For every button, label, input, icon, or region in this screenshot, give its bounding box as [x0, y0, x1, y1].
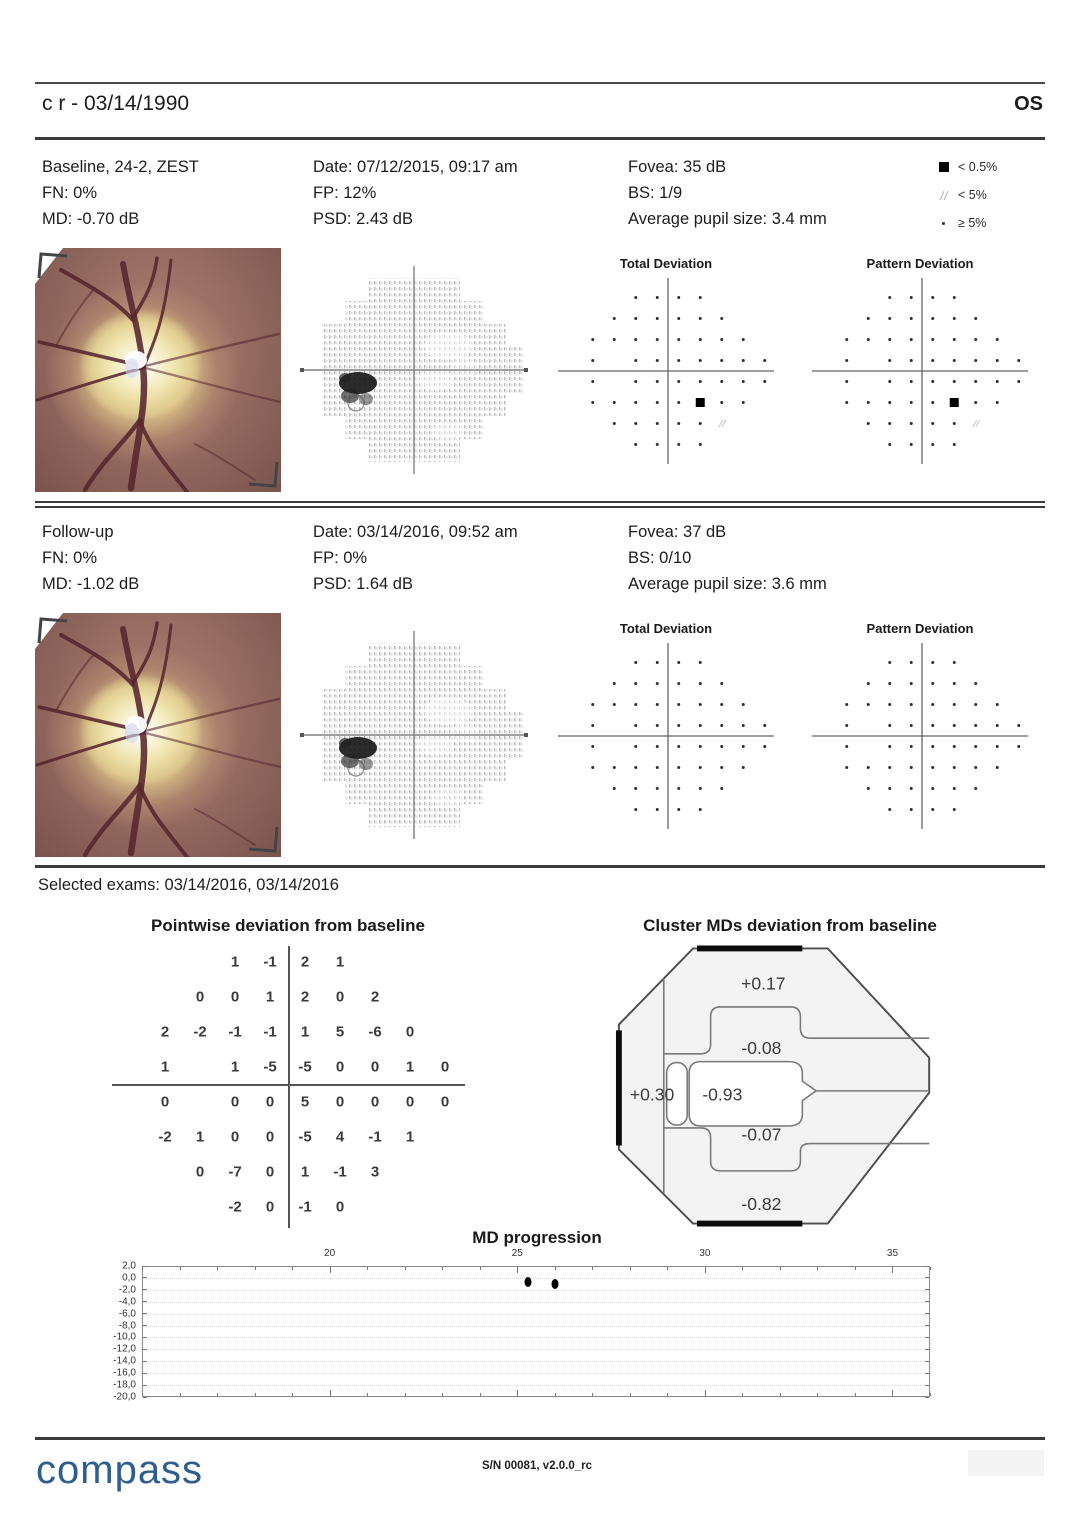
- pointwise-value: 0: [265, 1093, 275, 1111]
- pointwise-value: -1: [228, 1023, 242, 1041]
- pointwise-value: 0: [265, 1198, 275, 1216]
- pointwise-value: 0: [195, 988, 205, 1006]
- pointwise-value: 5: [300, 1093, 310, 1111]
- pointwise-value: -2: [228, 1198, 242, 1216]
- x-tick: [705, 1390, 706, 1396]
- pointwise-value: -1: [263, 953, 277, 971]
- pointwise-grid: [112, 944, 465, 1228]
- followup-fp: FP: 0%: [313, 549, 368, 567]
- y-axis-tick-label: -6,0: [118, 1308, 136, 1320]
- x-tick: [892, 1267, 893, 1273]
- gridline: [143, 1314, 929, 1315]
- eye-label: OS: [1014, 93, 1043, 115]
- pointwise-value: 0: [440, 1058, 450, 1076]
- pointwise-value: 0: [405, 1093, 415, 1111]
- fundus-vessels: [35, 613, 281, 857]
- serial-version-text: S/N 00081, v2.0.0_rc: [482, 1460, 592, 1472]
- pointwise-value: 0: [195, 1163, 205, 1181]
- dot-icon: [938, 222, 949, 225]
- pointwise-value: -1: [333, 1163, 347, 1181]
- x-tick: [367, 1393, 368, 1396]
- followup-label: Follow-up: [42, 523, 114, 541]
- pointwise-value: 0: [440, 1093, 450, 1111]
- pointwise-value: 1: [230, 953, 240, 971]
- x-tick: [180, 1267, 181, 1270]
- pointwise-value: 4: [335, 1128, 345, 1146]
- x-axis-tick-label: 35: [886, 1248, 899, 1259]
- x-tick: [930, 1393, 931, 1396]
- y-tick: [925, 1397, 929, 1398]
- compass-logo: compass: [36, 1448, 204, 1492]
- pointwise-value: 2: [300, 953, 310, 971]
- gridline: [143, 1302, 929, 1303]
- x-tick: [255, 1267, 256, 1270]
- grayscale-field-followup: [298, 615, 530, 848]
- y-tick: [925, 1325, 929, 1326]
- x-tick: [742, 1393, 743, 1396]
- y-tick: [925, 1385, 929, 1386]
- pointwise-value: 0: [370, 1058, 380, 1076]
- legend-label: < 5%: [958, 188, 987, 202]
- x-axis-tick-label: 25: [511, 1248, 523, 1259]
- fundus-vessels: [35, 248, 281, 492]
- y-tick: [143, 1337, 147, 1338]
- y-axis-tick-label: -18,0: [113, 1379, 136, 1391]
- x-tick: [817, 1267, 818, 1270]
- pointwise-value: 0: [160, 1093, 170, 1111]
- baseline-total-deviation-plot: [556, 272, 776, 470]
- pointwise-value: 2: [300, 988, 310, 1006]
- pointwise-value: 0: [265, 1128, 275, 1146]
- pointwise-vertical-axis: [288, 946, 290, 1228]
- x-tick: [217, 1393, 218, 1396]
- pointwise-value: 1: [300, 1163, 310, 1181]
- y-axis-tick-label: -4,0: [118, 1296, 136, 1308]
- pointwise-value: 0: [230, 1128, 240, 1146]
- x-tick: [855, 1393, 856, 1396]
- legend-item-p005: [938, 160, 997, 174]
- pointwise-value: 2: [370, 988, 380, 1006]
- pointwise-value: 1: [405, 1128, 415, 1146]
- x-tick: [780, 1393, 781, 1396]
- grayscale-field-baseline: [298, 250, 530, 483]
- y-tick: [143, 1266, 147, 1267]
- x-tick: [442, 1393, 443, 1396]
- black-square-icon: [938, 162, 949, 172]
- y-axis-tick-label: -20,0: [113, 1391, 136, 1403]
- pointwise-value: 0: [335, 1198, 345, 1216]
- x-tick: [592, 1393, 593, 1396]
- gridline: [143, 1349, 929, 1350]
- gridline: [143, 1385, 929, 1386]
- pointwise-title: Pointwise deviation from baseline: [151, 916, 425, 935]
- pointwise-value: 0: [335, 1058, 345, 1076]
- cluster-value-top: +0.17: [741, 973, 786, 994]
- y-axis-tick-label: -10,0: [113, 1331, 136, 1343]
- y-tick: [925, 1373, 929, 1374]
- pointwise-value: 0: [230, 988, 240, 1006]
- x-tick: [667, 1267, 668, 1270]
- y-tick: [143, 1361, 147, 1362]
- x-tick: [405, 1393, 406, 1396]
- y-tick: [925, 1301, 929, 1302]
- y-axis-tick-label: 2,0: [122, 1260, 136, 1272]
- pointwise-value: -2: [158, 1128, 172, 1146]
- cluster-value-center: -0.93: [702, 1084, 743, 1105]
- x-tick: [330, 1390, 331, 1396]
- pointwise-value: -2: [193, 1023, 207, 1041]
- pointwise-value: 1: [335, 953, 345, 971]
- x-tick: [330, 1267, 331, 1273]
- y-tick: [925, 1337, 929, 1338]
- pointwise-value: 0: [405, 1023, 415, 1041]
- pointwise-value: 1: [265, 988, 275, 1006]
- x-tick: [630, 1393, 631, 1396]
- legend-label: < 0.5%: [958, 160, 998, 174]
- footer-rule: [35, 1437, 1045, 1440]
- section-divider: [35, 506, 1045, 508]
- x-tick: [705, 1267, 706, 1273]
- baseline-md: MD: -0.70 dB: [42, 210, 140, 228]
- legend-label: ≥ 5%: [958, 216, 987, 230]
- followup-pattern-deviation-plot: [810, 637, 1030, 835]
- x-tick: [517, 1390, 518, 1396]
- x-tick: [630, 1267, 631, 1270]
- followup-total-deviation-title: Total Deviation: [619, 621, 713, 636]
- header-top-rule: [35, 82, 1045, 84]
- x-tick: [142, 1267, 143, 1270]
- x-axis-tick-label: 30: [699, 1248, 711, 1259]
- section-divider: [35, 865, 1045, 868]
- x-axis-tick-label: 20: [324, 1248, 336, 1259]
- y-axis-tick-label: -14,0: [113, 1355, 136, 1367]
- x-tick: [780, 1267, 781, 1270]
- pointwise-value: 1: [160, 1058, 170, 1076]
- pointwise-value: -6: [368, 1023, 382, 1041]
- y-tick: [925, 1289, 929, 1290]
- gridline: [143, 1326, 929, 1327]
- data-point: [551, 1279, 558, 1289]
- md-progression-title: MD progression: [472, 1228, 602, 1247]
- gridline: [143, 1290, 929, 1291]
- y-tick: [925, 1266, 929, 1267]
- selected-exams: Selected exams: 03/14/2016, 03/14/2016: [38, 876, 339, 894]
- fundus-photo-baseline: [35, 248, 281, 492]
- x-tick: [555, 1267, 556, 1270]
- cluster-value-bottom: -0.82: [741, 1193, 782, 1214]
- pointwise-value: 0: [370, 1093, 380, 1111]
- baseline-fovea: Fovea: 35 dB: [628, 158, 727, 176]
- pointwise-value: 5: [335, 1023, 345, 1041]
- y-tick: [925, 1349, 929, 1350]
- header-bottom-rule: [35, 137, 1045, 140]
- cluster-value-lower: -0.07: [741, 1124, 782, 1145]
- x-tick: [255, 1393, 256, 1396]
- fundus-photo-followup: [35, 613, 281, 857]
- x-tick: [367, 1267, 368, 1270]
- pointwise-value: -1: [263, 1023, 277, 1041]
- y-tick: [143, 1397, 147, 1398]
- deviation-plot-svg: [810, 272, 1030, 470]
- pointwise-value: -5: [263, 1058, 277, 1076]
- pointwise-value: -5: [298, 1058, 312, 1076]
- pointwise-value: 0: [230, 1093, 240, 1111]
- x-tick: [592, 1267, 593, 1270]
- pointwise-value: 3: [370, 1163, 380, 1181]
- x-tick: [892, 1390, 893, 1396]
- x-tick: [292, 1393, 293, 1396]
- x-tick: [142, 1393, 143, 1396]
- pointwise-value: 1: [230, 1058, 240, 1076]
- pointwise-value: -5: [298, 1128, 312, 1146]
- x-tick: [442, 1267, 443, 1270]
- gridline: [143, 1373, 929, 1374]
- followup-pattern-deviation-title: Pattern Deviation: [866, 621, 974, 636]
- y-tick: [143, 1349, 147, 1350]
- y-tick: [143, 1313, 147, 1314]
- deviation-plot-svg: [556, 637, 776, 835]
- baseline-total-deviation-title: Total Deviation: [619, 256, 713, 271]
- legend-item-ge5: [938, 216, 986, 230]
- baseline-label: Baseline, 24-2, ZEST: [42, 158, 199, 176]
- y-tick: [925, 1313, 929, 1314]
- y-tick: [143, 1301, 147, 1302]
- y-tick: [143, 1373, 147, 1374]
- followup-total-deviation-plot: [556, 637, 776, 835]
- gridline: [143, 1278, 929, 1279]
- x-tick: [517, 1267, 518, 1273]
- y-tick: [143, 1325, 147, 1326]
- y-tick: [925, 1361, 929, 1362]
- grayscale-map: [298, 250, 530, 483]
- y-tick: [143, 1277, 147, 1278]
- baseline-pupil: Average pupil size: 3.4 mm: [628, 210, 827, 228]
- legend-item-p5: [938, 188, 987, 202]
- x-tick: [480, 1267, 481, 1270]
- md-chart-plot-area: [142, 1266, 930, 1397]
- followup-fn: FN: 0%: [42, 549, 98, 567]
- deviation-plot-svg: [556, 272, 776, 470]
- x-tick: [555, 1393, 556, 1396]
- grayscale-map: [298, 615, 530, 848]
- pointwise-value: -1: [368, 1128, 382, 1146]
- x-tick: [930, 1267, 931, 1270]
- baseline-fn: FN: 0%: [42, 184, 98, 202]
- gridline: [143, 1361, 929, 1362]
- pointwise-value: 1: [300, 1023, 310, 1041]
- x-tick: [217, 1267, 218, 1270]
- baseline-fp: FP: 12%: [313, 184, 377, 202]
- y-axis-tick-label: -12,0: [113, 1343, 136, 1355]
- followup-pupil: Average pupil size: 3.6 mm: [628, 575, 827, 593]
- section-divider: [35, 501, 1045, 503]
- y-axis-tick-label: -8,0: [118, 1320, 136, 1332]
- cluster-value-upper: -0.08: [741, 1037, 782, 1058]
- pointwise-value: 0: [335, 1093, 345, 1111]
- cluster-md-diagram: [615, 942, 937, 1230]
- page-title: c r - 03/14/1990: [42, 92, 190, 115]
- x-tick: [405, 1267, 406, 1270]
- pointwise-value: 0: [265, 1163, 275, 1181]
- pointwise-value: 1: [405, 1058, 415, 1076]
- x-tick: [180, 1393, 181, 1396]
- pointwise-value: 1: [195, 1128, 205, 1146]
- deviation-plot-svg: [810, 637, 1030, 835]
- gridline: [143, 1337, 929, 1338]
- baseline-psd: PSD: 2.43 dB: [313, 210, 413, 228]
- followup-psd: PSD: 1.64 dB: [313, 575, 413, 593]
- y-tick: [925, 1277, 929, 1278]
- y-tick: [143, 1385, 147, 1386]
- followup-fovea: Fovea: 37 dB: [628, 523, 727, 541]
- pointwise-value: -1: [298, 1198, 312, 1216]
- followup-bs: BS: 0/10: [628, 549, 692, 567]
- x-tick: [292, 1267, 293, 1270]
- hatch-icon: [938, 190, 949, 201]
- cluster-value-left: +0.30: [629, 1084, 675, 1105]
- followup-date: Date: 03/14/2016, 09:52 am: [313, 523, 518, 541]
- x-tick: [480, 1393, 481, 1396]
- y-tick: [143, 1289, 147, 1290]
- baseline-pattern-deviation-plot: [810, 272, 1030, 470]
- baseline-pattern-deviation-title: Pattern Deviation: [866, 256, 974, 271]
- data-point: [525, 1277, 532, 1287]
- cluster-title: Cluster MDs deviation from baseline: [643, 916, 937, 935]
- x-tick: [667, 1393, 668, 1396]
- y-axis-tick-label: -16,0: [113, 1367, 136, 1379]
- x-tick: [855, 1267, 856, 1270]
- y-axis-tick-label: 0,0: [122, 1272, 136, 1284]
- pointwise-value: 0: [335, 988, 345, 1006]
- md-progression-chart: [96, 1246, 946, 1408]
- followup-md: MD: -1.02 dB: [42, 575, 140, 593]
- pointwise-horizontal-axis: [112, 1084, 465, 1086]
- baseline-date: Date: 07/12/2015, 09:17 am: [313, 158, 518, 176]
- x-tick: [742, 1267, 743, 1270]
- y-axis-tick-label: -2,0: [118, 1284, 136, 1296]
- x-tick: [817, 1393, 818, 1396]
- footer-faded-stamp: [968, 1450, 1044, 1476]
- baseline-bs: BS: 1/9: [628, 184, 683, 202]
- pointwise-value: -7: [228, 1163, 242, 1181]
- pointwise-value: 2: [160, 1023, 170, 1041]
